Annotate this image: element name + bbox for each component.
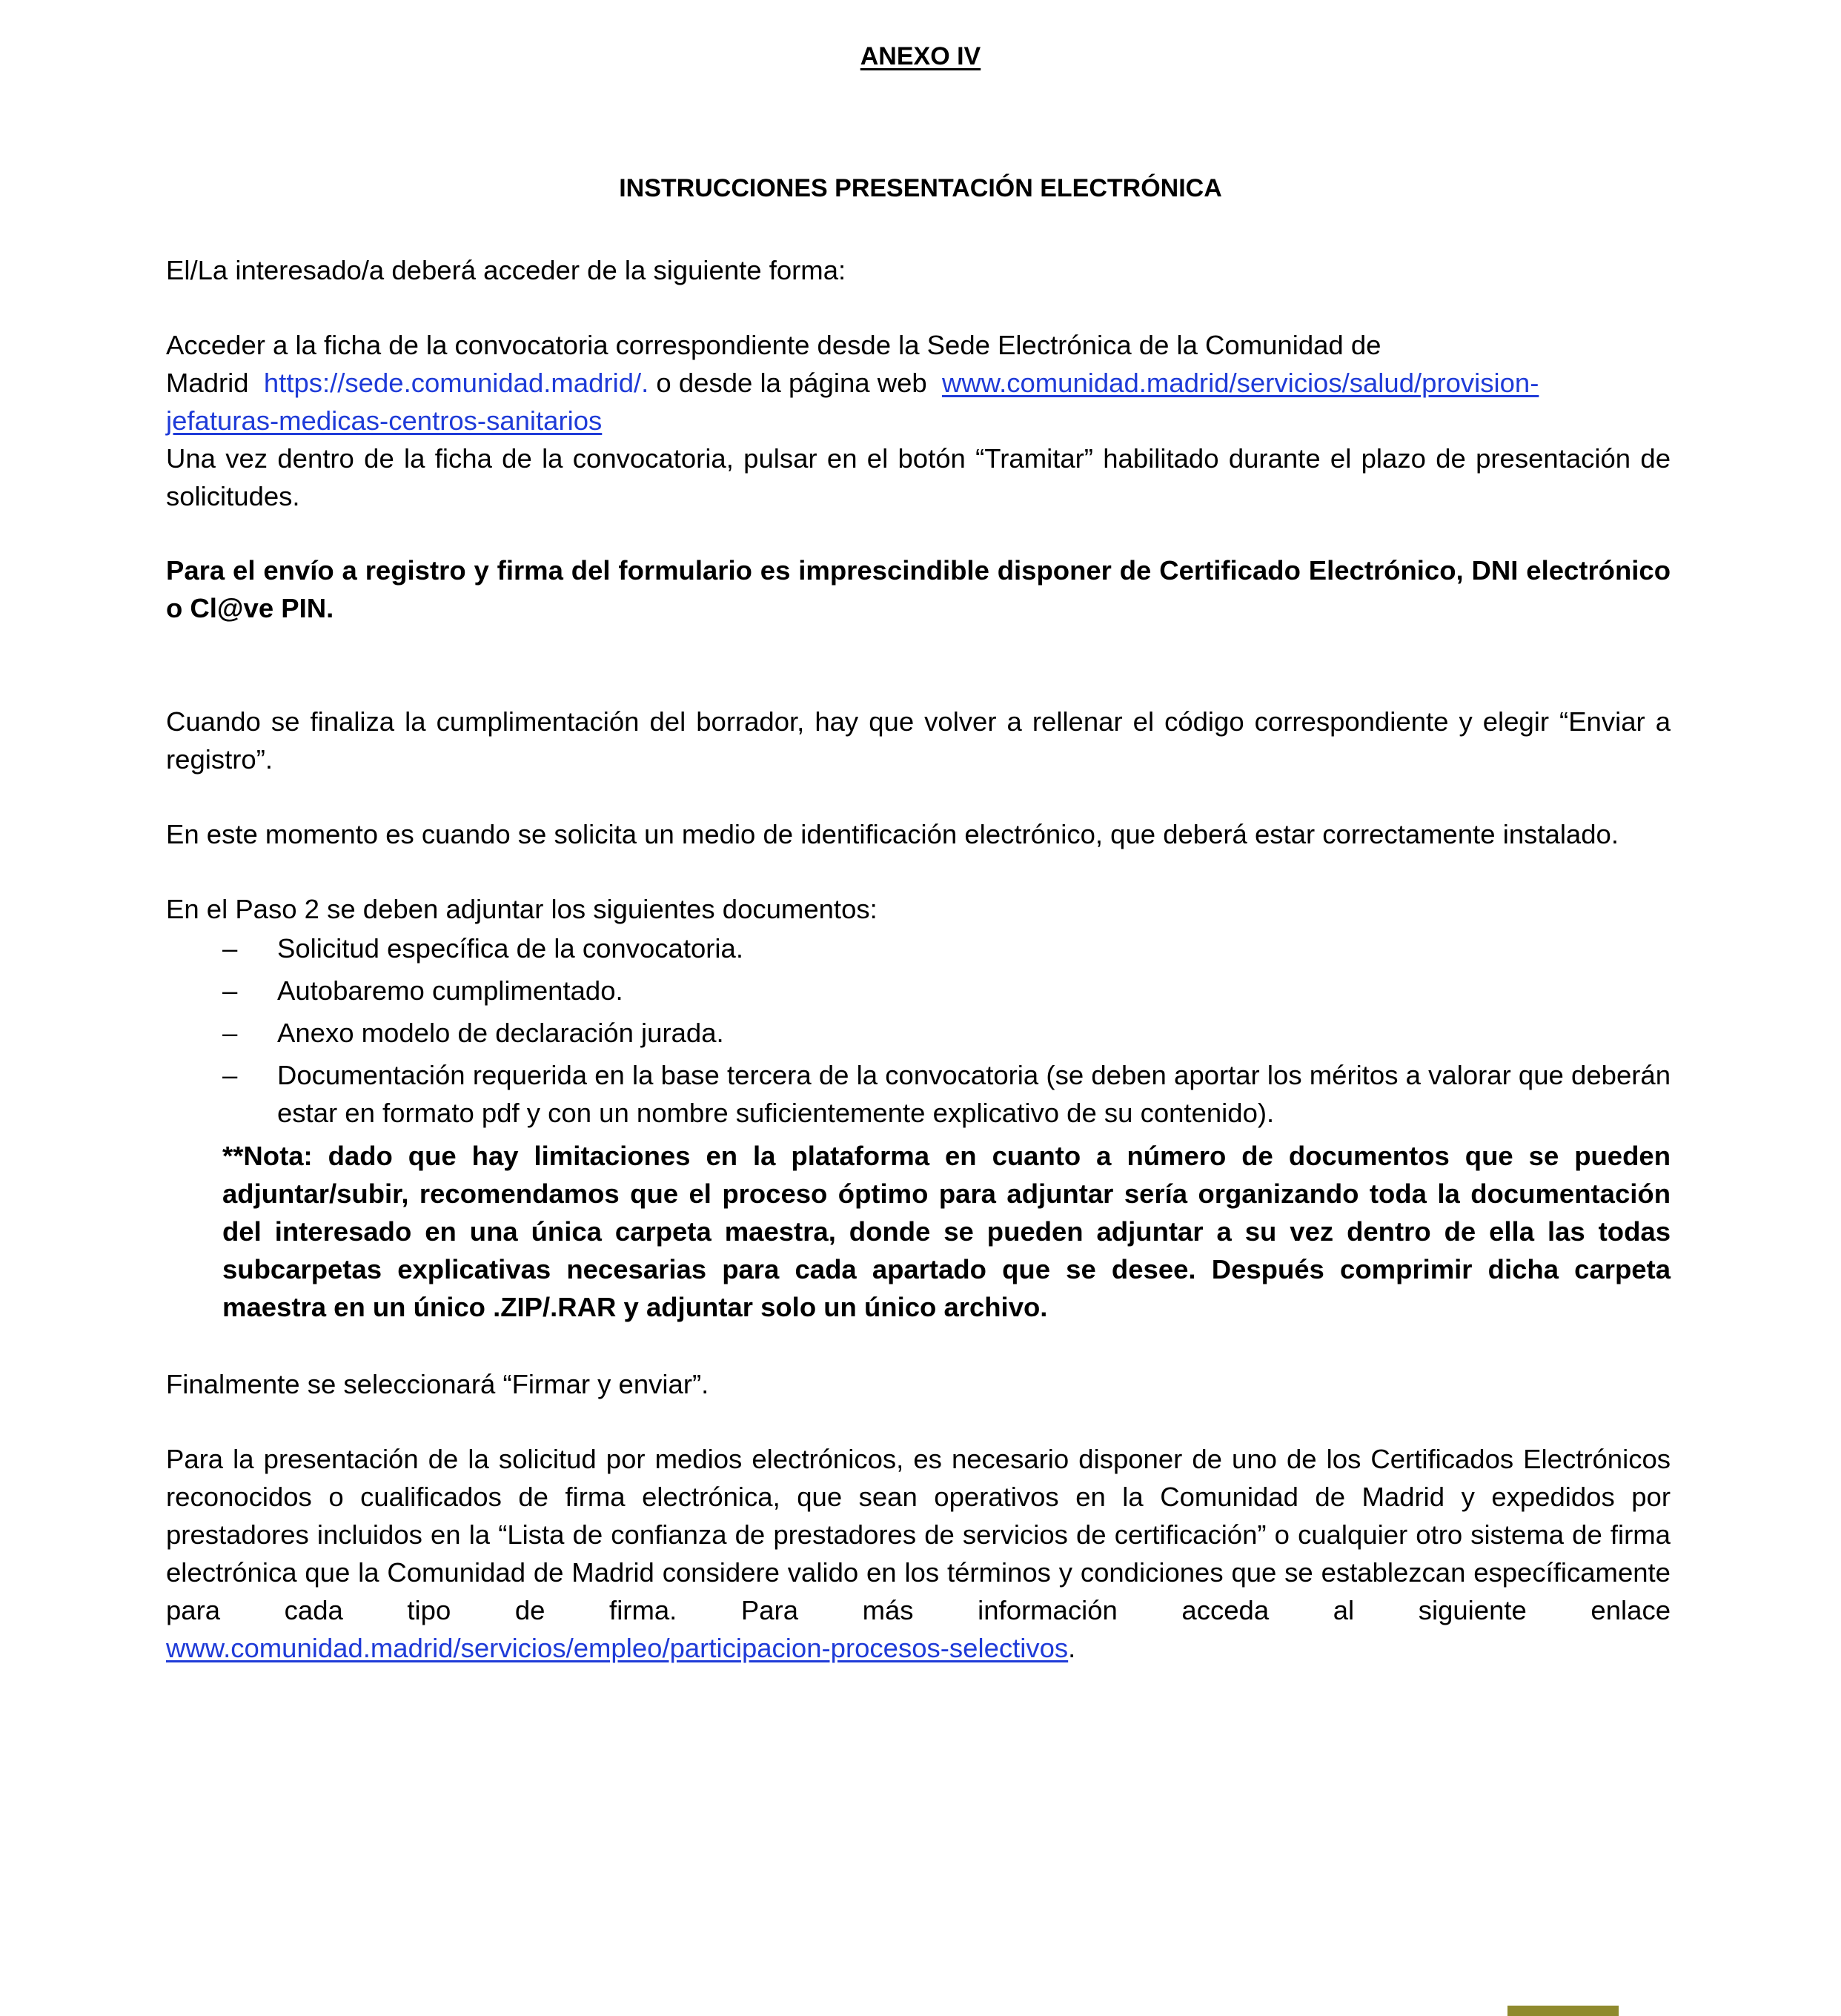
- access-line-1: Acceder a la ficha de la convocatoria correspondiente desde la Sede Electrónica de la Comunidad de: [166, 330, 1381, 360]
- documents-list: [166, 929, 1671, 1132]
- bullet-dash: –: [222, 933, 238, 964]
- access-middle-text: o desde la página web: [649, 368, 935, 398]
- empleo-link-line: [166, 1629, 1671, 1667]
- tramitar-paragraph: Una vez dentro de la ficha de la convocatoria, pulsar en el botón “Tramitar” habilitado durante el plazo de presentación de solicitudes.: [166, 443, 1671, 511]
- footer-logo-mark: [1507, 2006, 1619, 2016]
- finalize-paragraph: Cuando se finaliza la cumplimentación del borrador, hay que volver a rellenar el código correspondiente y elegir “Enviar a registro”.: [166, 706, 1671, 775]
- requirement-paragraph: Para el envío a registro y firma del formulario es imprescindible disponer de Certificado Electrónico, DNI electrónico o Cl@ve PIN.: [166, 555, 1671, 623]
- documents-list-container: [166, 929, 1671, 1136]
- list-item: – Anexo modelo de declaración jurada.: [166, 1014, 1671, 1052]
- certificates-text: Para la presentación de la solicitud por medios electrónicos, es necesario disponer de uno de los Certificados Electrónicos reconocidos o cualificados de firma electrónica, que sean operativos en la Comunidad de Madrid y expedidos por prestadores incluidos en la “Lista de confianza de prestadores de servicios de certificación” o cualquier otro sistema de firma electrónica que la Comunidad de Madrid considere valido en los términos y condiciones que se establezcan específicamente para cada tipo de firma. Para más información acceda al siguiente enlace: [166, 1444, 1671, 1625]
- web-link-part-1[interactable]: www.comunidad.madrid/servicios/salud/provision-: [942, 368, 1539, 398]
- bullet-dash: –: [222, 1018, 238, 1048]
- step2-intro: En el Paso 2 se deben adjuntar los siguientes documentos:: [166, 894, 878, 924]
- bullet-dash: –: [222, 1060, 238, 1090]
- list-item: – Documentación requerida en la base tercera de la convocatoria (se deben aportar los méritos a valorar que deberán estar en formato pdf y con un nombre suficientemente explicativo de su contenido).: [166, 1056, 1671, 1132]
- empleo-link[interactable]: www.comunidad.madrid/servicios/empleo/participacion-procesos-selectivos: [166, 1633, 1069, 1663]
- list-item: – Autobaremo cumplimentado.: [166, 972, 1671, 1009]
- list-item: – Solicitud específica de la convocatoria.: [166, 929, 1671, 967]
- access-line-2: [166, 364, 1671, 402]
- final-period: .: [1068, 1633, 1076, 1663]
- sign-paragraph: Finalmente se seleccionará “Firmar y enviar”.: [166, 1369, 709, 1399]
- sede-link[interactable]: https://sede.comunidad.madrid/.: [263, 368, 649, 398]
- bullet-dash: –: [222, 975, 238, 1006]
- section-title: INSTRUCCIONES PRESENTACIÓN ELECTRÓNICA: [619, 174, 1222, 202]
- identification-paragraph: En este momento es cuando se solicita un medio de identificación electrónico, que deberá estar correctamente instalado.: [166, 819, 1619, 849]
- access-paragraph: [166, 326, 1671, 515]
- madrid-word: Madrid: [166, 368, 249, 398]
- note-paragraph: **Nota: dado que hay limitaciones en la plataforma en cuanto a número de documentos que se pueden adjuntar/subir, recomendamos que el proceso óptimo para adjuntar sería organizando toda la documentación del interesado en una única carpeta maestra, donde se pueden adjuntar a su vez dentro de ella las todas subcarpetas explicativas necesarias para cada apartado que se desee. Después comprimir dicha carpeta maestra en un único .ZIP/.RAR y adjuntar solo un único archivo.: [222, 1141, 1671, 1322]
- certificates-paragraph: [166, 1440, 1671, 1629]
- web-link-part-2[interactable]: jefaturas-medicas-centros-sanitarios: [166, 405, 603, 436]
- annex-title: ANEXO IV: [860, 42, 981, 70]
- intro-paragraph: El/La interesado/a deberá acceder de la siguiente forma:: [166, 255, 846, 285]
